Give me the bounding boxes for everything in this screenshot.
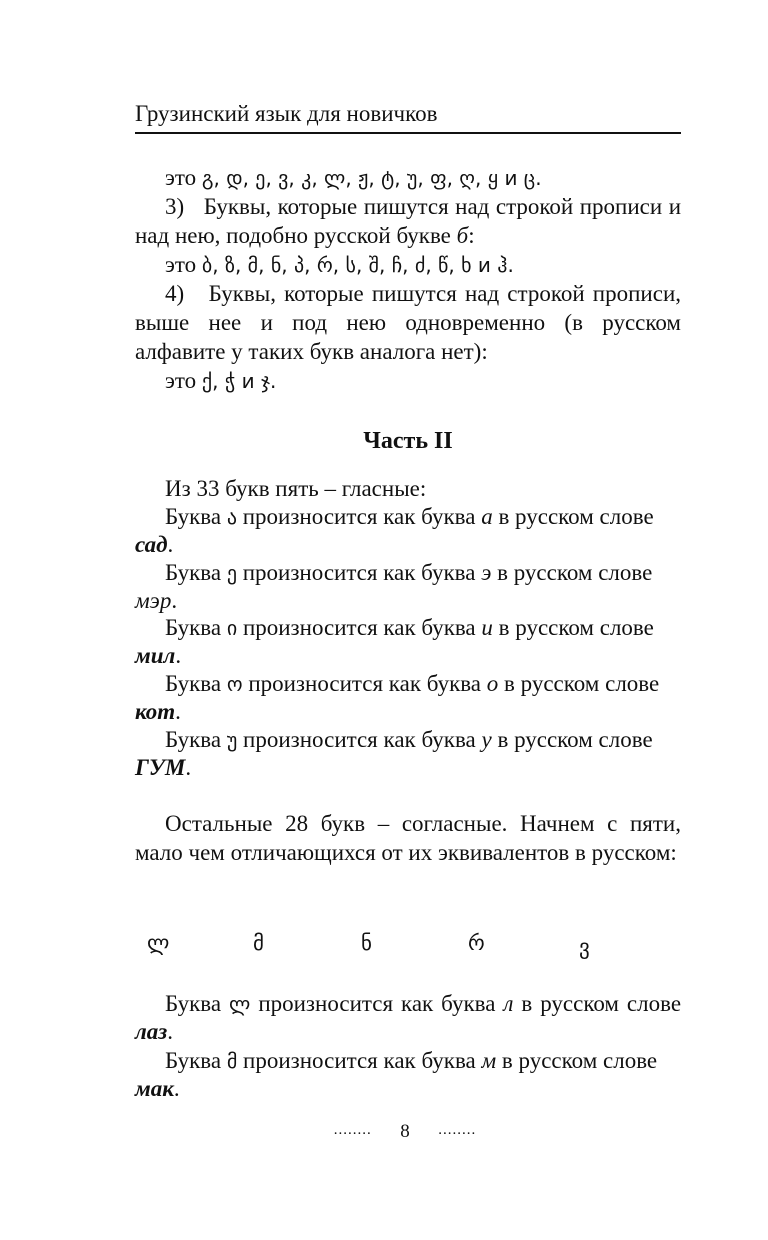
vowel-paragraph-o: Буква ო произносится как буква о в русском слове кот. <box>135 671 660 724</box>
running-header: Грузинский язык для новичков <box>135 101 438 126</box>
list-item-3: 3) Буквы, которые пишутся над строкой прописи и над нею, подобно русской букве б: <box>135 194 682 248</box>
georgian-letter-on: ო <box>226 672 243 696</box>
consonant-letter: ვ <box>579 935 590 959</box>
consonant-letter-row <box>135 927 681 967</box>
consonant-paragraph-m: Буква მ произносится как буква м в русском слове мак. <box>135 1048 658 1101</box>
part-heading: Часть II <box>363 428 453 454</box>
georgian-letters-group-4: ქ, ჭ и ჯ. <box>201 369 277 393</box>
consonant-letter: მ <box>253 931 264 955</box>
consonant-letter: ნ <box>361 931 372 955</box>
georgian-letter-an: ა <box>226 505 237 529</box>
page-number: 8 <box>400 1121 410 1142</box>
page-footer: ........ 8 ........ <box>333 1121 477 1142</box>
header-rule <box>135 132 681 134</box>
vowel-paragraph-u: Буква უ произносится как буква у в русском слове ГУМ. <box>135 727 653 780</box>
list-continued-line: это გ, დ, ე, ვ, კ, ლ, ჟ, ტ, უ, ფ, ღ, ყ и ც. <box>165 165 542 190</box>
vowel-paragraph-e: Буква ე произносится как буква э в русском слове мэр. <box>135 560 653 613</box>
consonant-paragraph-l: Буква ლ произносится как буква л в русском слове лаз. <box>135 991 682 1044</box>
georgian-letters-group-3: ბ, ზ, მ, ნ, პ, რ, ს, შ, ჩ, ძ, წ, ხ и ჰ. <box>201 253 514 277</box>
consonant-letter: ლ <box>147 931 170 955</box>
consonants-intro: Остальные 28 букв – согласные. Начнем с пяти, мало чем отличающихся от их эквивалентов в русском: <box>135 811 681 865</box>
georgian-letter-las: ლ <box>229 992 251 1016</box>
georgian-letter-un: უ <box>226 728 238 752</box>
list-item-4: 4) Буквы, которые пишутся над строкой прописи, выше нее и под нею одновременно (в русском алфавите у таких букв аналога нет): <box>135 281 681 364</box>
list-item-4-letters: это ქ, ჭ и ჯ. <box>165 368 277 393</box>
georgian-letter-man: მ <box>226 1049 238 1073</box>
vowel-paragraph-i: Буква ი произносится как буква и в русском слове мил. <box>135 615 654 668</box>
georgian-letters-group-2: გ, დ, ე, ვ, კ, ლ, ჟ, ტ, უ, ფ, ღ, ყ и ც. <box>201 166 542 190</box>
georgian-letter-in: ი <box>226 616 238 640</box>
consonant-letter: რ <box>468 931 485 955</box>
vowels-intro: Из 33 букв пять – гласные: <box>165 476 427 501</box>
list-item-3-letters: это ბ, ზ, მ, ნ, პ, რ, ს, შ, ჩ, ძ, წ, ხ и ჰ. <box>165 252 514 277</box>
vowel-paragraph-a: Буква ა произносится как буква а в русском слове сад. <box>135 504 654 557</box>
georgian-letter-en: ე <box>226 561 237 585</box>
